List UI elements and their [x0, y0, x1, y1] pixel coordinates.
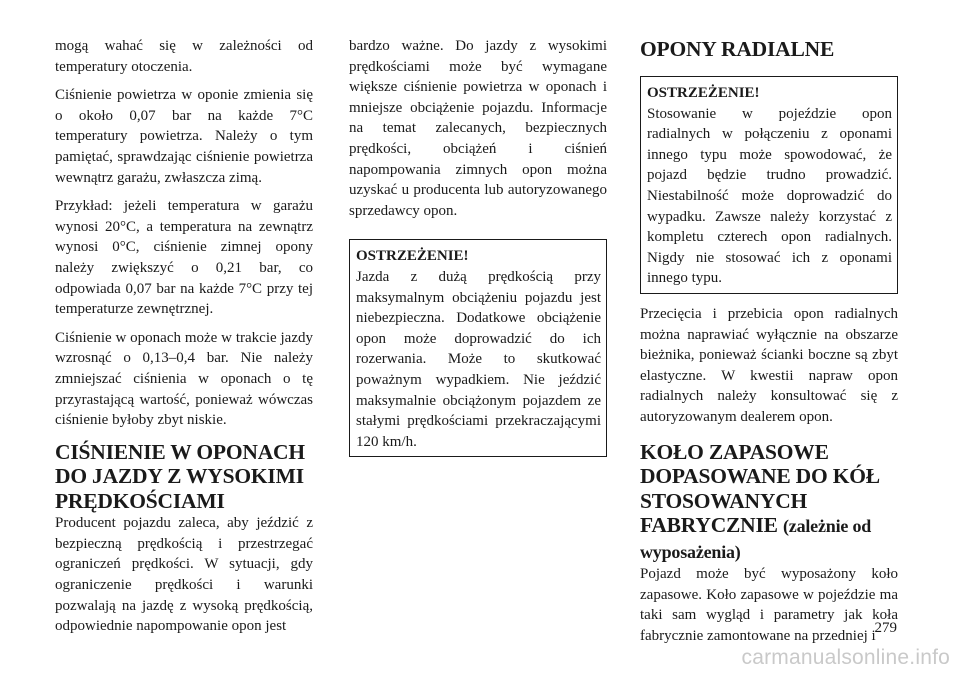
spare-heading-main: KOŁO ZAPASOWE DOPASOWANE DO KÓŁ STOSOWANYCH FABRYCZNIE	[640, 439, 880, 537]
warning-box-radial	[640, 76, 898, 294]
section-heading-spare-wheel	[640, 440, 898, 565]
paragraph-radial-repair: Przecięcia i przebicia opon radialnych można naprawiać wyłącznie na obszarze bieżnika, ponieważ ścianki boczne są zbyt elastyczne. W kwestii napraw opon radialnych należy konsultować się z autoryzowanym dealerem opon.	[640, 305, 898, 425]
paragraph-spare-wheel: Pojazd może być wyposażony koło zapasowe. Koło zapasowe w pojeździe ma taki sam wygląd i parametry jak koła fabrycznie zamontowane na przedniej i	[640, 566, 898, 644]
paragraph-manufacturer-recommendation: Producent pojazdu zaleca, aby jeździć z bezpieczną prędkością i przestrzegać ograniczeń prędkości. W sytuacji, gdy ograniczenie prędkości i warunki pozwalają na jazdę z wysoką prędkością, odpowiednie napompowanie opon jest	[55, 515, 313, 635]
spare-heading-sub: (zależnie od wyposażenia)	[640, 516, 872, 562]
paragraph-temperature-intro: mogą wahać się w zależności od temperatury otoczenia.	[55, 38, 313, 75]
page-number: 279	[874, 620, 897, 636]
watermark: carmanualsonline.info	[741, 646, 950, 669]
paragraph-pressure-change: Ciśnienie powietrza w oponie zmienia się o około 0,07 bar na każde 7°C temperatury powietrza. Należy o tym pamiętać, sprawdzając ciśnienie powietrza wewnątrz garażu, zwłaszcza zimą.	[55, 87, 313, 186]
column-left	[55, 36, 313, 637]
column-middle	[349, 36, 607, 457]
paragraph-pressure-increase: Ciśnienie w oponach może w trakcie jazdy wzrosnąć o 0,13–0,4 bar. Nie należy zmniejszać ciśnienia w oponach o tę przyrastającą wartość, ponieważ wówczas ciśnienie byłoby zbyt niskie.	[55, 329, 313, 429]
warning-box-high-speed	[349, 239, 607, 457]
warning-title: OSTRZEŻENIE!	[356, 248, 469, 265]
warning-text: Stosowanie w pojeździe opon radialnych w połączeniu z oponami innego typu może spowodować, że pojazd będzie trudno prowadzić. Niestabilność może doprowadzić do wypadku. Zawsze należy korzystać z kompletu czterech opon radialnych. Nigdy nie stosować ich z oponami innego typu.	[647, 105, 892, 287]
section-heading-radial-tires: OPONY RADIALNE	[640, 37, 835, 61]
section-heading-high-speed-pressure: CIŚNIENIE W OPONACH DO JAZDY Z WYSOKIMI PRĘDKOŚCIAMI	[55, 439, 305, 513]
warning-title: OSTRZEŻENIE!	[647, 85, 760, 101]
column-right	[640, 36, 898, 646]
warning-text: Jazda z dużą prędkością przy maksymalnym obciążeniu pojazdu jest niebezpieczna. Dodatkowe obciążenie opon może doprowadzić do ich rozerwania. Może to skutkować poważnym wypadkiem. Nie jeździć maksymalnie obciążonym pojazdem ze stałymi prędkościami przekraczającymi 120 km/h.	[356, 268, 601, 450]
paragraph-example: Przykład: jeżeli temperatura w garażu wynosi 20°C, a temperatura na zewnątrz wynosi 0°C, ciśnienie zimnej opony należy zwiększyć o 0,21 bar, co odpowiada 0,07 bar na każde 7°C przy tej temperaturze zewnętrznej.	[55, 198, 313, 318]
paragraph-high-speed-info: bardzo ważne. Do jazdy z wysokimi prędkościami może być wymagane większe ciśnienie powietrza w oponach i mniejsze obciążenie pojazdu. Informacje na temat zalecanych, bezpiecznych prędkości, obciążeń i ciśnień napompowania zimnych opon można uzyskać u producenta lub autoryzowanego sprzedawcy opon.	[349, 38, 607, 219]
